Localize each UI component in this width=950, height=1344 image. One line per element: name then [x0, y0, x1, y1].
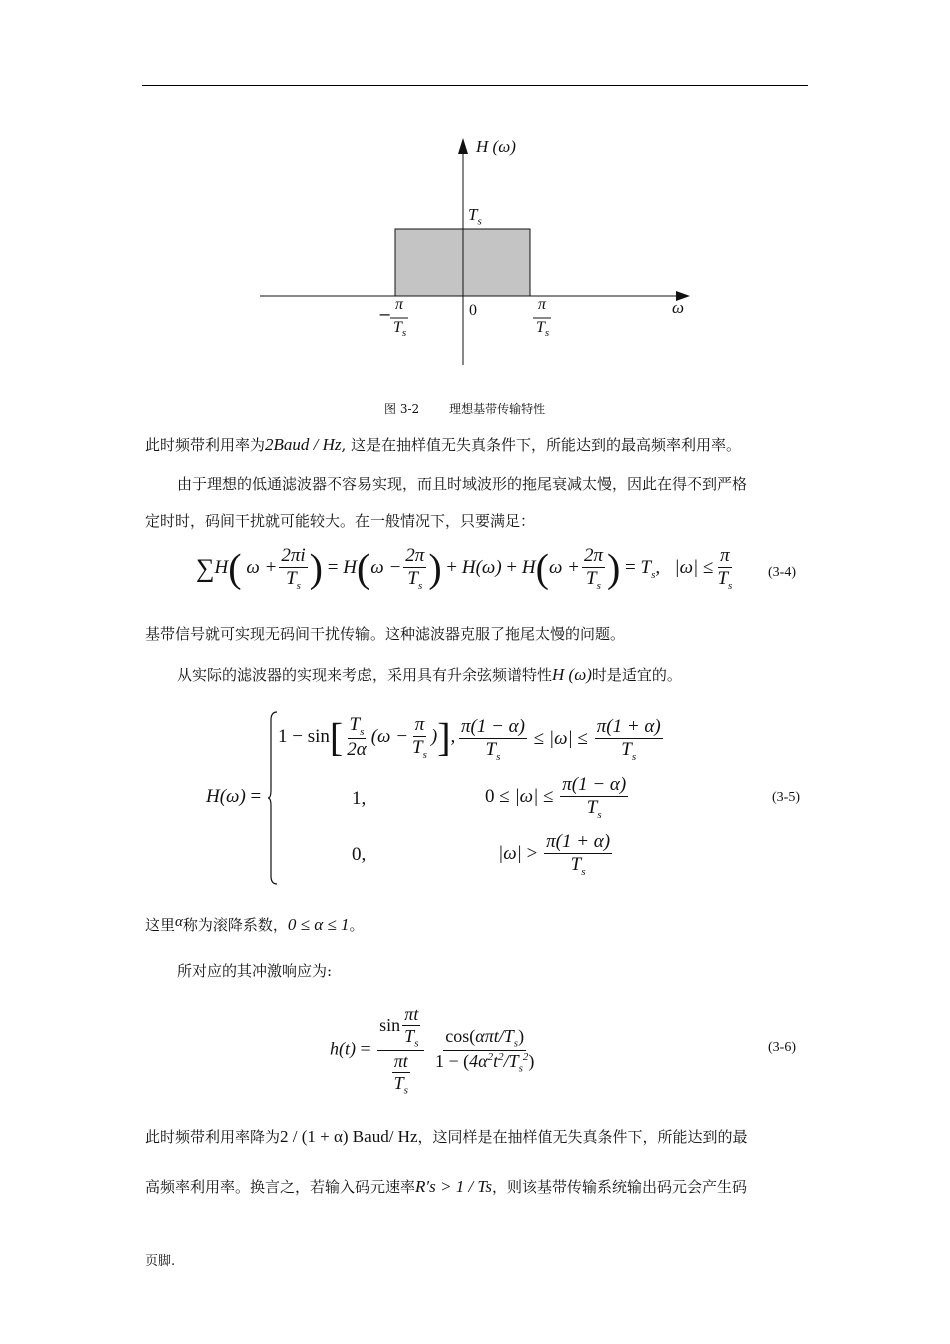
- right-tick-denominator: $T_s$: [536, 319, 550, 340]
- equation-3-5-lhs: H(ω) =: [206, 786, 262, 807]
- y-axis-arrow: [458, 138, 468, 154]
- left-tick-numerator: π: [395, 296, 404, 313]
- paragraph-3: 基带信号就可实现无码间干扰传输。这种滤波器克服了拖尾太慢的问题。: [145, 625, 626, 643]
- right-tick-numerator: π: [538, 296, 547, 313]
- paragraph-7: 此时频带利用率降为2 / (1 + α) Baud/ Hz，这同样是在抽样值无失真条件下，所能达到的最: [145, 1127, 748, 1146]
- equation-3-5-condition-1: $\frac{\pi(1 - \alpha)}{T_s}$ ≤ |ω| ≤ $\frac{\pi(1 + \alpha)}{T_s}$: [461, 716, 661, 763]
- equation-3-5-case-1: 1 − sin[ $\frac{T_s}{2\alpha}$ (ω − $\frac{\pi}{T_s}$ )],: [278, 714, 456, 761]
- paragraph-5: 这里α称为滚降系数，0 ≤ α ≤ 1。: [145, 914, 365, 934]
- equation-3-5-number: (3-5): [772, 790, 800, 805]
- paragraph-1: 此时频带利用率为2Baud / Hz, 这是在抽样值无失真条件下，所能达到的最高频率利用率。: [145, 435, 742, 454]
- equation-3-6-number: (3-6): [768, 1040, 796, 1055]
- paragraph-8: 高频率利用率。换言之，若输入码元速率R′s > 1 / Ts，则该基带传输系统输出码元会产生码: [145, 1177, 747, 1196]
- height-label: $T_s$: [468, 205, 482, 228]
- paragraph-6: 所对应的其冲激响应为:: [177, 962, 333, 980]
- origin-label: 0: [469, 302, 477, 319]
- x-axis-label: ω: [672, 298, 685, 317]
- page-footer: 页脚.: [145, 1254, 176, 1269]
- equation-3-5-condition-2: 0 ≤ |ω| ≤ $\frac{\pi(1 - \alpha)}{T_s}$: [485, 774, 627, 821]
- ideal-baseband-figure: [250, 130, 710, 380]
- equation-3-4: ∑H( ω + $\frac{2\pi i}{T_s}$ ) = H(ω − $\frac{2\pi}{T_s}$ ) + H(ω) + H(ω + $\frac{2\pi}{T_s}$ ) = $T_s$, |ω| ≤ $\frac{\pi}{T_s}$: [196, 545, 733, 592]
- equation-3-5-brace: [268, 710, 278, 886]
- figure-caption: 图 3-2 理想基带传输特性: [384, 402, 546, 416]
- equation-3-5-case-3: 0,: [352, 844, 367, 865]
- equation-3-6: h(t) = sin $\frac{\pi t}{T_s}$ $\frac{\pi t}{T_s}$ $\frac{\cos(\alpha\pi t/T_s)}{1 - (4\alpha^2t^2/T_s^2)}$: [330, 1004, 535, 1097]
- paragraph-2-line-1: 由于理想的低通滤波器不容易实现，而且时域波形的拖尾衰减太慢，因此在得不到严格: [177, 475, 748, 493]
- y-axis-label: H (ω): [476, 137, 516, 156]
- equation-3-4-number: (3-4): [768, 565, 796, 580]
- header-rule: [142, 85, 808, 86]
- left-tick-minus: −: [378, 305, 392, 324]
- paragraph-2-line-2: 定时时，码间干扰就可能较大。在一般情况下，只要满足：: [145, 512, 536, 530]
- equation-3-5-condition-3: |ω| > $\frac{\pi(1 + \alpha)}{T_s}$: [498, 831, 611, 878]
- left-tick-denominator: $T_s$: [393, 319, 407, 340]
- equation-3-5-case-2: 1,: [352, 788, 367, 809]
- paragraph-4: 从实际的滤波器的实现来考虑，采用具有升余弦频谱特性H (ω)时是适宜的。: [177, 665, 682, 684]
